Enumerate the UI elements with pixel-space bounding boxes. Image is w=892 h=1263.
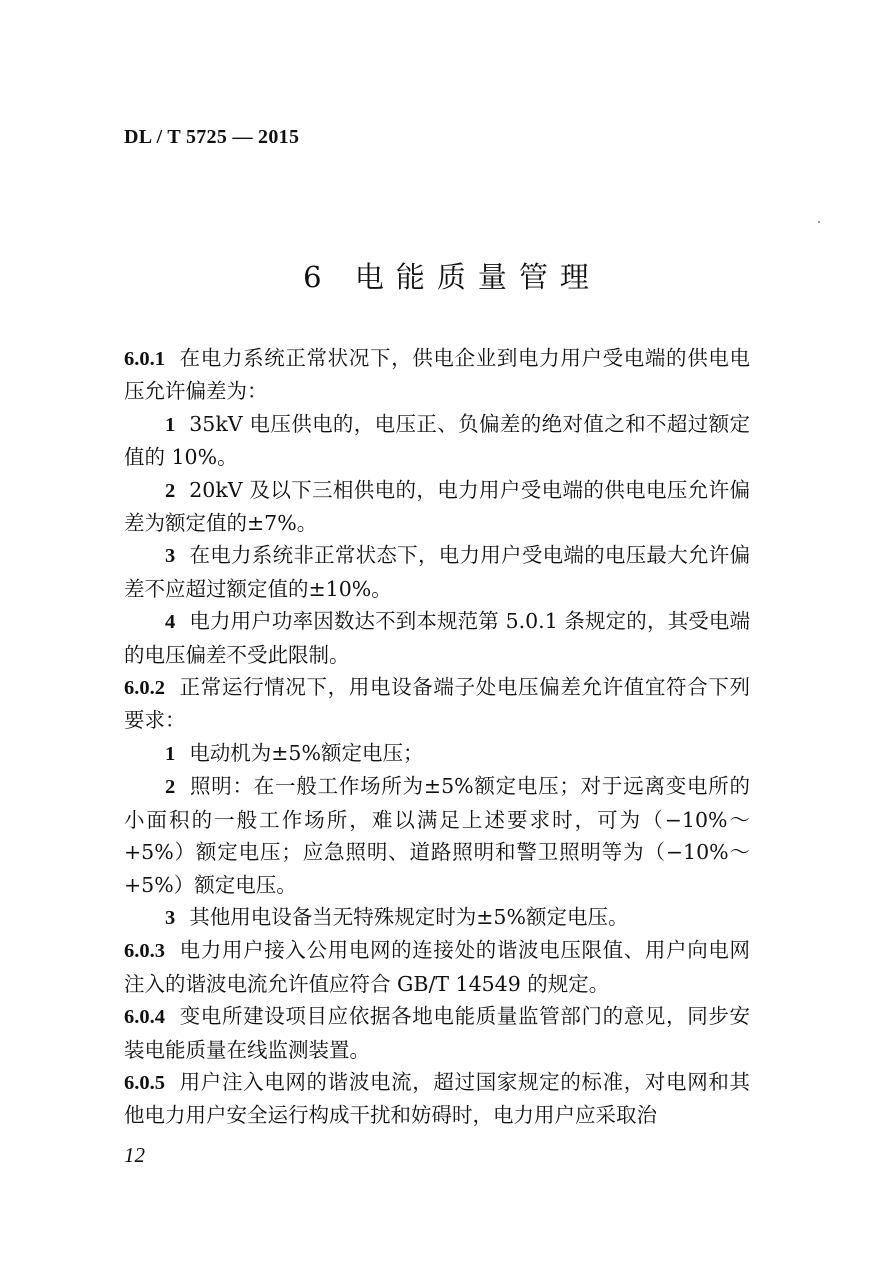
clause-6-0-3: [124, 934, 750, 1000]
clause-6-0-1: [124, 342, 750, 408]
clause-text: 变电所建设项目应依据各地电能质量监管部门的意见，同步安装电能质量在线监测装置。: [124, 1004, 750, 1062]
clause-6-0-2-item-2: [124, 770, 750, 901]
clause-text: 电力用户接入公用电网的连接处的谐波电压限值、用户向电网注入的谐波电流允许值应符合 GB/T 14549 的规定。: [124, 938, 750, 996]
chapter-title-text: 电能质量管理: [354, 260, 601, 294]
clause-6-0-2: [124, 671, 750, 737]
item-number: 3: [165, 545, 176, 568]
page-number: 12: [124, 1143, 145, 1167]
item-text: 电动机为±5%额定电压；: [189, 740, 424, 765]
item-text: 电力用户功率因数达不到本规范第 5.0.1 条规定的，其受电端的电压偏差不受此限制。: [124, 609, 750, 667]
item-text: 35kV 电压供电的，电压正、负偏差的绝对值之和不超过额定值的 10%。: [124, 411, 750, 470]
item-text: 在电力系统非正常状态下，电力用户受电端的电压最大允许偏差不应超过额定值的±10%。: [124, 543, 750, 601]
item-number: 1: [165, 413, 176, 436]
chapter-number: 6: [303, 260, 334, 294]
item-number: 2: [165, 776, 176, 799]
item-text: 其他用电设备当无特殊规定时为±5%额定电压。: [189, 904, 629, 929]
clause-6-0-1-item-1: [124, 408, 750, 474]
clause-6-0-1-item-4: [124, 605, 750, 671]
clause-number: 6.0.4: [124, 1006, 165, 1029]
item-number: 4: [165, 611, 176, 634]
document-body: [124, 342, 750, 1132]
item-number: 3: [165, 906, 176, 929]
clause-6-0-4: [124, 1000, 750, 1066]
item-text: 照明：在一般工作场所为±5%额定电压；对于远离变电所的小面积的一般工作场所，难以满足上述要求时，可为（−10%～+5%）额定电压；应急照明、道路照明和警卫照明等为（−10%～+5%）额定电压。: [124, 774, 750, 897]
item-text: 20kV 及以下三相供电的，电力用户受电端的供电电压允许偏差为额定值的±7%。: [124, 477, 750, 536]
clause-6-0-1-item-3: [124, 539, 750, 605]
clause-6-0-1-item-2: [124, 474, 750, 540]
clause-number: 6.0.3: [124, 940, 165, 963]
standard-code-header: DL / T 5725 — 2015: [124, 126, 300, 148]
clause-6-0-5: [124, 1066, 750, 1132]
clause-number: 6.0.5: [124, 1071, 165, 1094]
scan-speck: [818, 221, 820, 223]
item-number: 2: [165, 479, 176, 502]
clause-text: 正常运行情况下，用电设备端子处电压偏差允许值宜符合下列要求：: [124, 675, 750, 733]
clause-6-0-2-item-1: [124, 737, 750, 770]
chapter-title: [0, 255, 892, 296]
clause-6-0-2-item-3: [124, 901, 750, 934]
item-number: 1: [165, 742, 176, 765]
clause-text: 用户注入电网的谐波电流，超过国家规定的标准，对电网和其他电力用户安全运行构成干扰和妨碍时，电力用户应采取治: [124, 1069, 750, 1128]
clause-number: 6.0.1: [124, 348, 165, 370]
clause-number: 6.0.2: [124, 677, 165, 700]
clause-text: 在电力系统正常状况下，供电企业到电力用户受电端的供电电压允许偏差为：: [124, 346, 750, 404]
